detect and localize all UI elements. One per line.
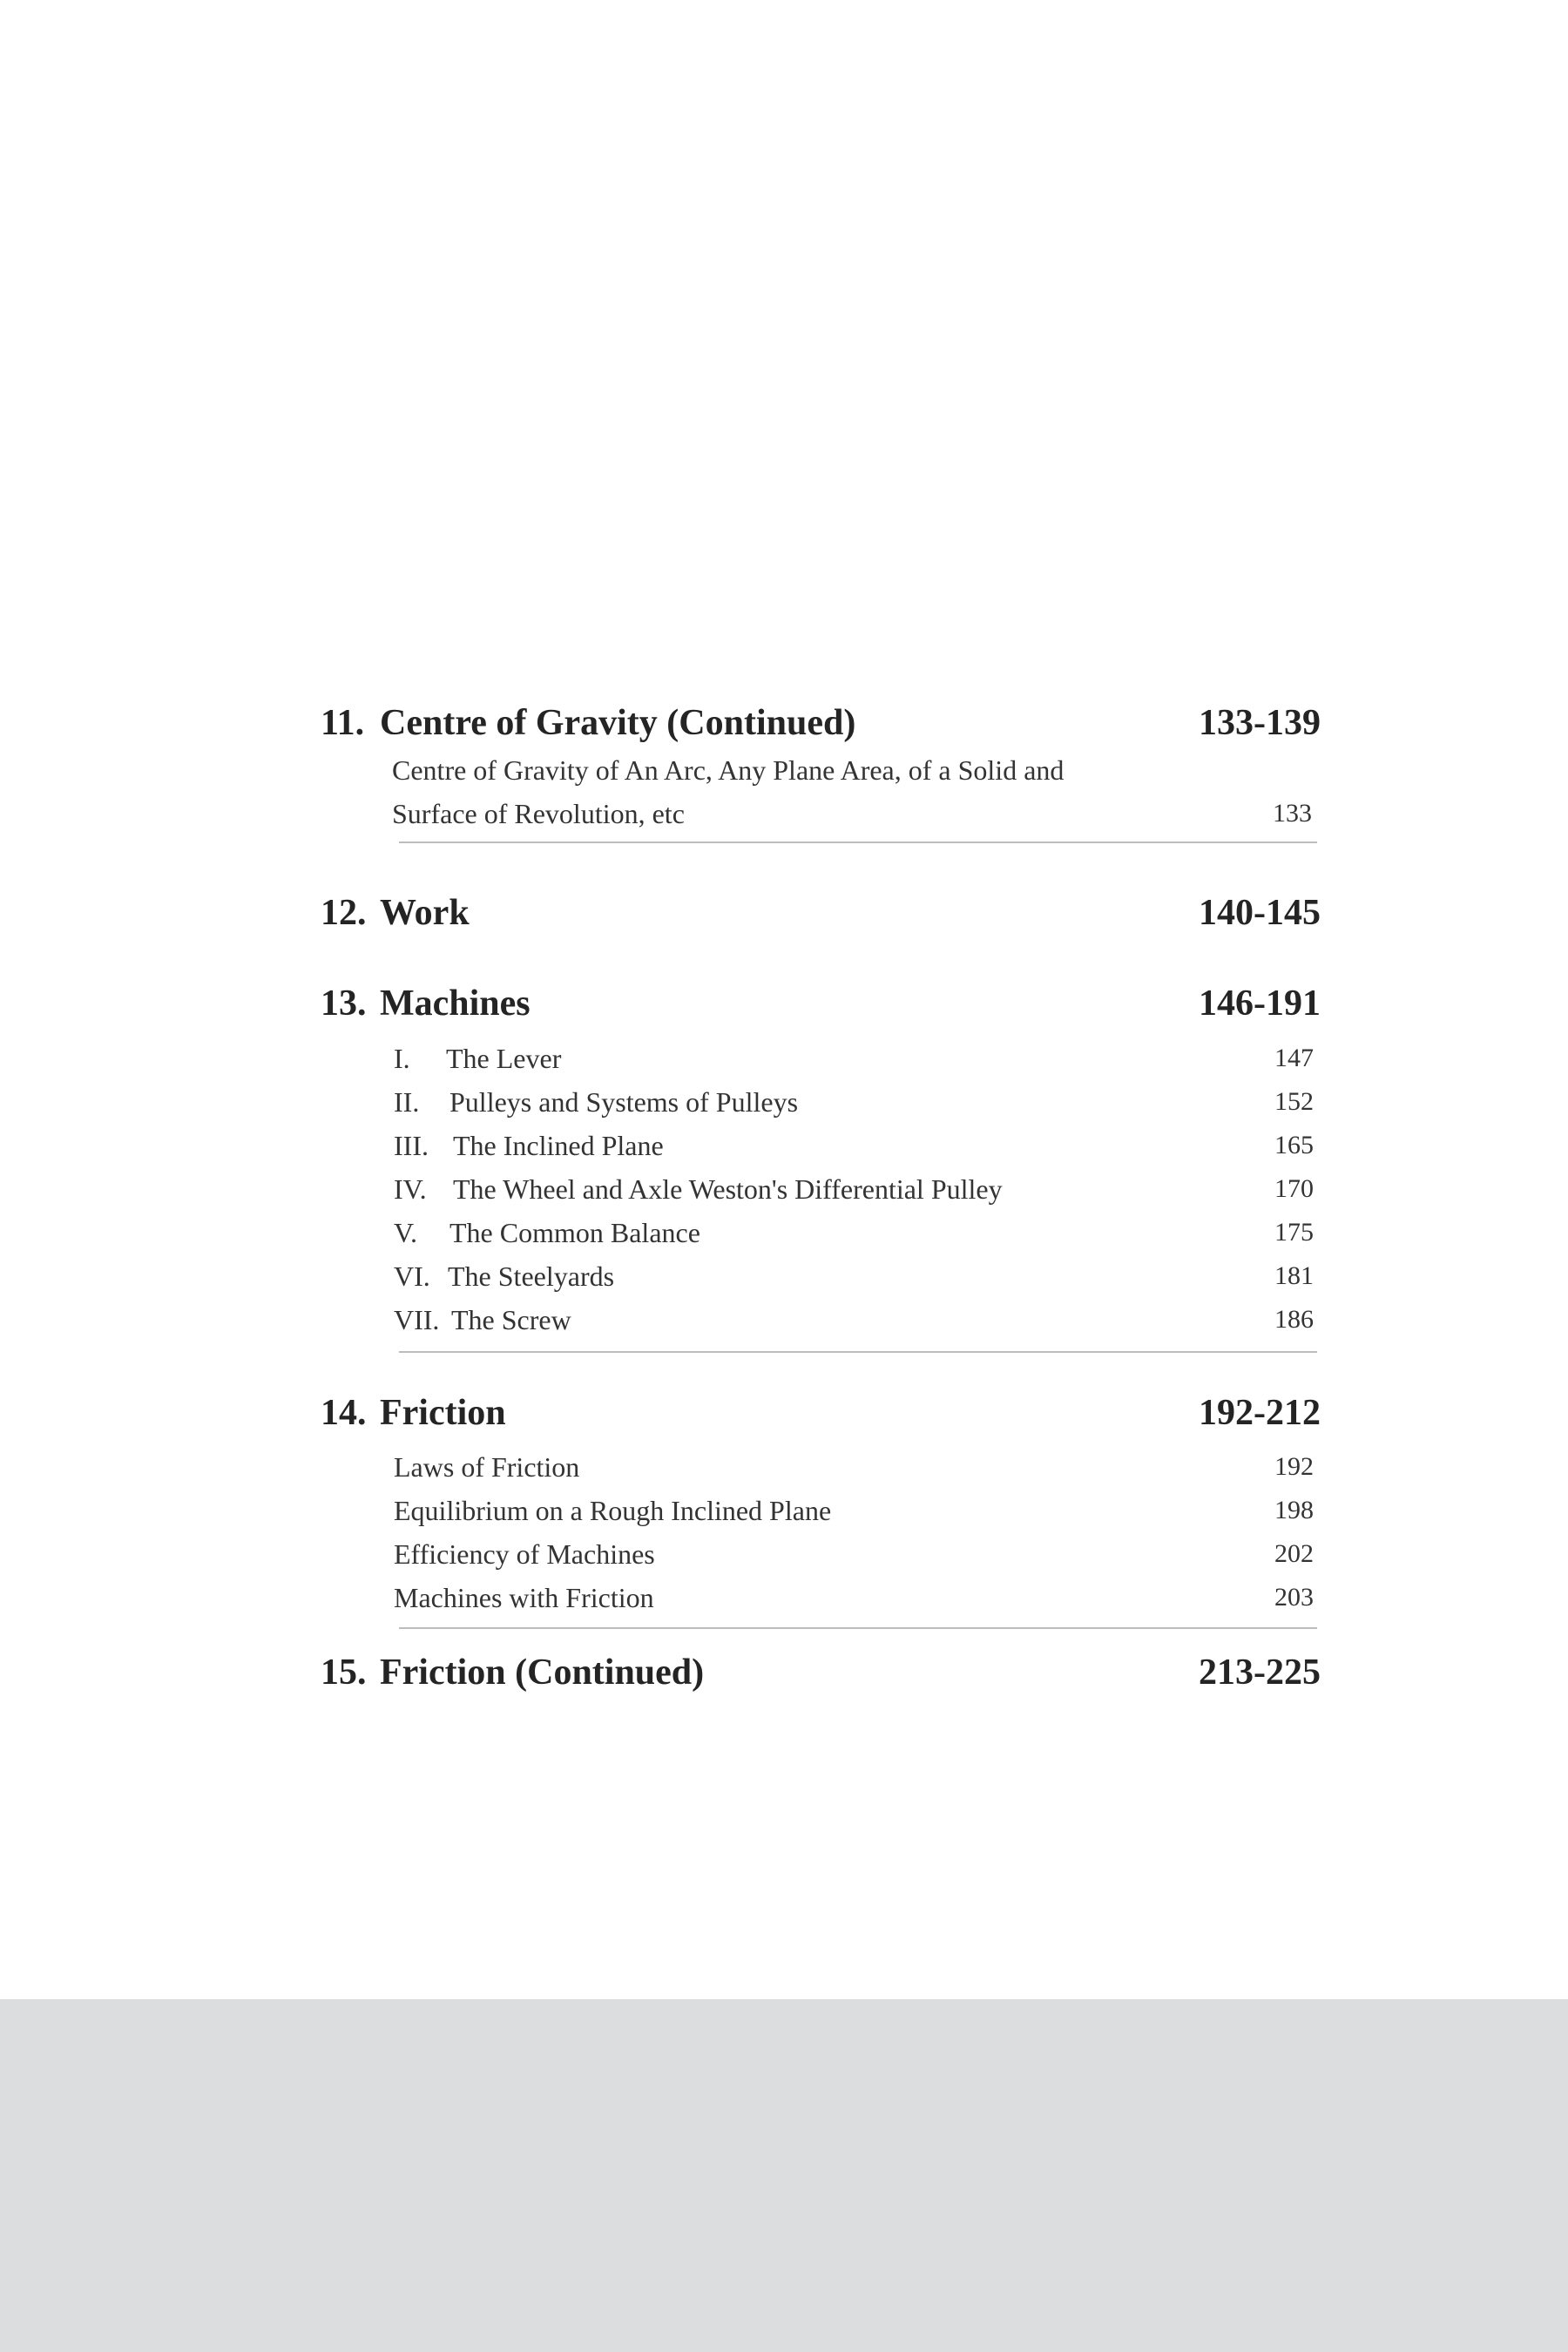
chapter-number: 12. <box>321 893 367 933</box>
toc-entry <box>394 1167 1314 1211</box>
roman-numeral: VII. <box>394 1304 440 1335</box>
chapter-title: Friction <box>380 1393 506 1433</box>
toc-entry <box>394 1124 1314 1167</box>
entry-text: Surface of Revolution, etc <box>392 798 685 829</box>
entry-text: Centre of Gravity of An Arc, Any Plane Area, of a Solid and <box>392 754 1064 786</box>
chapter-page-range: 213-225 <box>1199 1652 1321 1693</box>
chapter-number: 14. <box>321 1393 367 1433</box>
entry-page: 147 <box>1274 1044 1314 1072</box>
chapter-title: Centre of Gravity (Continued) <box>380 703 856 743</box>
roman-numeral: III. <box>394 1130 429 1161</box>
toc-entry <box>394 1037 1314 1080</box>
entry-page: 203 <box>1274 1583 1314 1612</box>
entry-page: 133 <box>1273 799 1312 828</box>
entry-title: The Inclined Plane <box>453 1130 664 1161</box>
section-divider <box>399 841 1317 843</box>
entry-page: 192 <box>1274 1452 1314 1481</box>
roman-numeral: V. <box>394 1217 417 1248</box>
entry-text: Efficiency of Machines <box>394 1538 655 1570</box>
viewer-background <box>0 1999 1568 2352</box>
toc-entry <box>394 1445 1314 1489</box>
entry-page: 175 <box>1274 1218 1314 1247</box>
entry-page: 198 <box>1274 1496 1314 1524</box>
entry-text <box>394 1298 571 1342</box>
entry-text: Machines with Friction <box>394 1582 654 1613</box>
chapter-heading <box>321 977 1321 1030</box>
chapter-heading <box>321 697 1321 749</box>
toc-entry <box>394 1211 1314 1254</box>
toc-entry <box>394 1298 1314 1342</box>
roman-numeral: I. <box>394 1043 410 1074</box>
chapter-page-range: 140-145 <box>1199 893 1321 933</box>
chapter-title: Machines <box>380 983 531 1024</box>
chapter-title: Work <box>380 893 470 933</box>
entry-text: Equilibrium on a Rough Inclined Plane <box>394 1495 832 1526</box>
roman-numeral: IV. <box>394 1173 427 1205</box>
chapter-heading <box>321 1646 1321 1699</box>
chapter-number: 13. <box>321 983 367 1024</box>
entry-page: 202 <box>1274 1539 1314 1568</box>
toc-entry <box>392 792 1312 835</box>
toc-entry <box>392 748 1312 792</box>
chapter-title: Friction (Continued) <box>380 1652 705 1693</box>
toc-entry <box>394 1489 1314 1532</box>
entry-title: The Steelyards <box>448 1260 615 1292</box>
entry-text <box>394 1080 798 1124</box>
entry-text <box>394 1124 664 1167</box>
toc-entry <box>394 1576 1314 1619</box>
chapter-page-range: 133-139 <box>1199 703 1321 743</box>
chapter-number: 15. <box>321 1652 367 1693</box>
entry-title: The Lever <box>446 1043 562 1074</box>
entry-title: The Wheel and Axle Weston's Differential Pulley <box>453 1173 1003 1205</box>
roman-numeral: VI. <box>394 1260 430 1292</box>
section-divider <box>399 1351 1317 1353</box>
entry-title: Pulleys and Systems of Pulleys <box>449 1086 799 1118</box>
entry-page: 165 <box>1274 1131 1314 1159</box>
chapter-heading <box>321 1387 1321 1439</box>
entry-title: The Common Balance <box>449 1217 700 1248</box>
entry-text <box>394 1167 1003 1211</box>
chapter-page-range: 192-212 <box>1199 1393 1321 1433</box>
entry-text <box>394 1211 700 1254</box>
entry-text <box>394 1254 614 1298</box>
roman-numeral: II. <box>394 1086 420 1118</box>
entry-text <box>394 1037 561 1080</box>
chapter-page-range: 146-191 <box>1199 983 1321 1024</box>
entry-page: 181 <box>1274 1261 1314 1290</box>
entry-title: The Screw <box>451 1304 571 1335</box>
toc-entry <box>394 1532 1314 1576</box>
entry-page: 170 <box>1274 1174 1314 1203</box>
section-divider <box>399 1627 1317 1629</box>
chapter-number: 11. <box>321 703 365 743</box>
toc-entry <box>394 1080 1314 1124</box>
entry-page: 186 <box>1274 1305 1314 1334</box>
toc-entry <box>394 1254 1314 1298</box>
chapter-heading <box>321 887 1321 939</box>
entry-text: Laws of Friction <box>394 1451 580 1483</box>
entry-page: 152 <box>1274 1087 1314 1116</box>
